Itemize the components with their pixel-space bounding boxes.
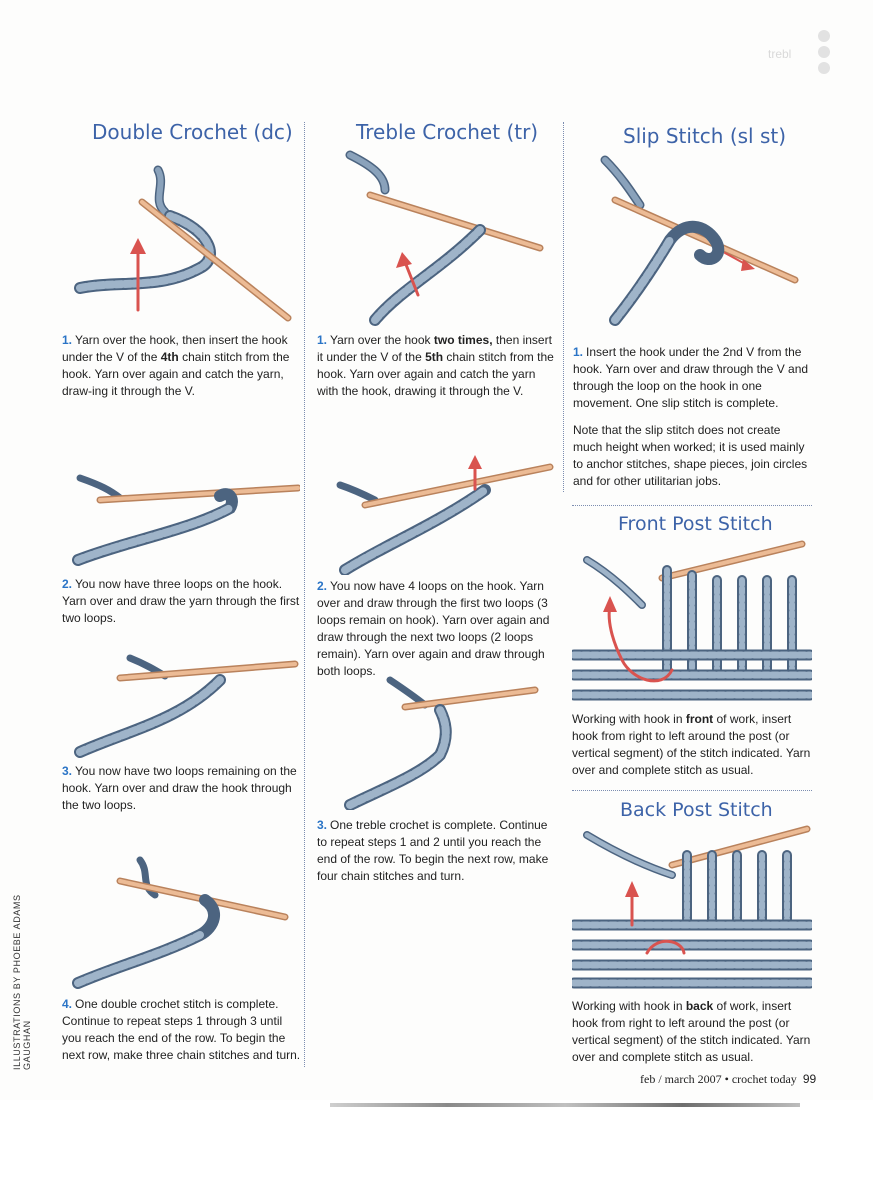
- front-post-illustration: [572, 540, 812, 705]
- tr-step3-illustration: [340, 675, 540, 810]
- slip-stitch-title: Slip Stitch (sl st): [623, 124, 787, 148]
- tr-step2-illustration: [335, 455, 555, 575]
- dc-step-2: 2. You now have three loops on the hook. Yarn over and draw the yarn through the first two loops.: [62, 577, 300, 625]
- treble-crochet-title: Treble Crochet (tr): [356, 120, 539, 144]
- dc-step-3: 3. You now have two loops remaining on the hook. Yarn over and draw the hook through the two loops.: [62, 764, 297, 812]
- dc-step4-illustration: [70, 855, 300, 990]
- scan-artifact: [330, 1103, 800, 1107]
- section-divider-back-post: [572, 790, 812, 791]
- back-post-text: Working with hook in back of work, insert hook from right to left around the post (or vertical segment) of the stitch indicated. Yarn over and complete stitch as usual.: [572, 999, 811, 1064]
- section-divider-front-post: [572, 505, 812, 506]
- front-post-text: Working with hook in front of work, insert hook from right to left around the post (or vertical segment) of the stitch indicated. Yarn over and complete stitch as usual.: [572, 712, 811, 777]
- back-post-illustration: [572, 825, 812, 990]
- double-crochet-title: Double Crochet (dc): [92, 120, 293, 144]
- sl-step1-illustration: [595, 155, 805, 335]
- column-divider-1: [304, 122, 305, 1067]
- tr-step-1: 1. Yarn over the hook two times, then insert it under the V of the 5th chain stitch from the hook. Yarn over again and catch the yarn with the hook, drawing it through the V.: [317, 333, 554, 398]
- sl-step-1: 1. Insert the hook under the 2nd V from the hook. Yarn over and draw through the V and through the loop on the hook in one movement. One slip stitch is complete.: [573, 345, 809, 410]
- tr-step-2: 2. You now have 4 loops on the hook. Yarn over and draw through the first two loops (3 loops remain on hook). Yarn over again and draw through the next two loops (2 loops remain). Yarn over again and draw through both loops.: [317, 579, 550, 678]
- column-divider-2: [563, 122, 564, 492]
- dc-step1-illustration: [70, 150, 300, 330]
- footer-issue: feb / march 2007 • crochet today: [640, 1072, 797, 1086]
- dc-step-1: 1. Yarn over the hook, then insert the hook under the V of the 4th chain stitch from the hook. Yarn over again and catch the yarn, draw-ing it through the V.: [62, 333, 290, 398]
- decorative-dots: [818, 30, 830, 78]
- dc-step-4: 4. One double crochet stitch is complete. Continue to repeat steps 1 through 3 until you reach the end of the row. To begin the next row, make three chain stitches and turn.: [62, 997, 301, 1062]
- dc-step2-illustration: [70, 460, 300, 570]
- back-post-title: Back Post Stitch: [620, 799, 773, 821]
- illustration-credit: ILLUSTRATIONS BY PHOEBE ADAMS GAUGHAN: [12, 894, 32, 1070]
- sl-note: Note that the slip stitch does not create much height when worked; it is used mainly to anchor stitches, shape pieces, join circles and for other utilitarian jobs.: [573, 423, 808, 488]
- front-post-title: Front Post Stitch: [618, 513, 773, 535]
- page-footer: [640, 1072, 816, 1087]
- section-tab: trebl: [768, 47, 792, 61]
- dc-step3-illustration: [70, 650, 300, 760]
- tr-step1-illustration: [330, 150, 555, 330]
- tr-step-3: 3. One treble crochet is complete. Continue to repeat steps 1 and 2 until you reach the end of the row. To begin the next row, make four chain stitches and turn.: [317, 818, 549, 883]
- page-number: 99: [802, 1072, 817, 1086]
- scan-margin: [0, 1100, 873, 1200]
